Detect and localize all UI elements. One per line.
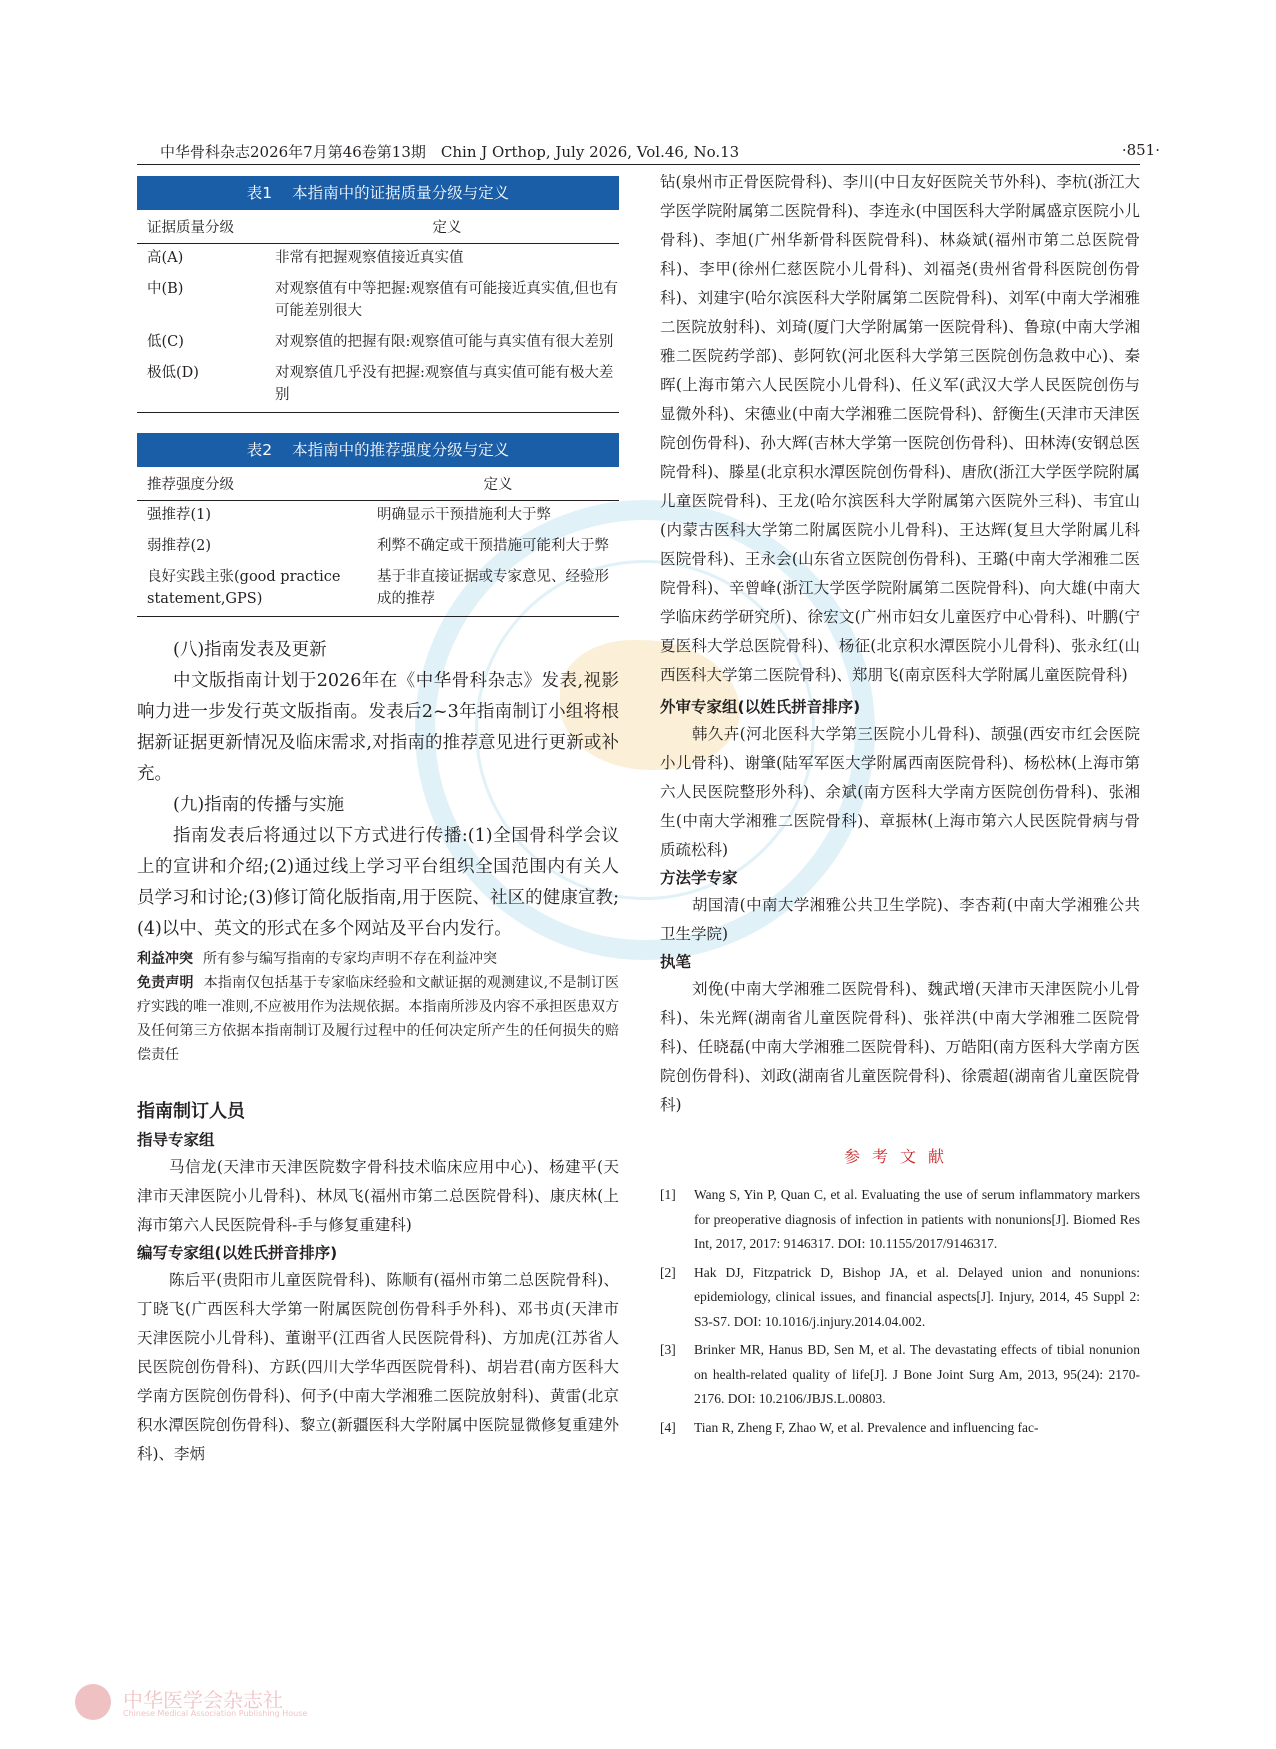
table-1-definition-cell: 对观察值有中等把握:观察值有可能接近真实值,但也有可能差别很大 — [275, 281, 618, 319]
table-2-grade-cell: 良好实践主张(good practice statement,GPS) — [147, 569, 341, 607]
coi-text: 所有参与编写指南的专家均声明不存在利益冲突 — [203, 951, 497, 967]
table-1-row — [137, 359, 619, 412]
reference-item — [660, 1416, 1140, 1441]
disclaimer — [137, 971, 619, 1067]
section-9-title: (九)指南的传播与实施 — [173, 795, 345, 815]
writing-group-heading: 编写专家组(以姓氏拼音排序) — [137, 1244, 338, 1262]
section-8-title: (八)指南发表及更新 — [173, 640, 327, 660]
section-9-body: 指南发表后将通过以下方式进行传播:(1)全国骨科学会议上的宣讲和介绍;(2)通过线上学习平台组织全国范围内有关人员学习和讨论;(3)修订简化版指南,用于医院、社区的健康宣教;(4)以中、英文的形式在多个网站及平台内发行。 — [137, 826, 619, 939]
disclaimer-text: 本指南仅包括基于专家临床经验和文献证据的观测建议,不是制订医疗实践的唯一准则,不应被用作为法规依据。本指南所涉及内容不承担医患双方及任何第三方依据本指南制订及履行过程中的任何决定所产生的任何损失的赔偿责任 — [137, 975, 620, 1063]
right-column — [660, 168, 1140, 1444]
coi-label: 利益冲突 — [137, 951, 193, 967]
table-2-title — [137, 433, 619, 467]
table-1-number: 表1 — [246, 184, 273, 202]
reference-number: [3] — [660, 1342, 676, 1357]
table-1-row — [137, 328, 619, 359]
table-1-row — [137, 275, 619, 328]
table-1-grade-cell: 低(C) — [147, 334, 184, 350]
external-review-heading: 外审专家组(以姓氏拼音排序) — [660, 698, 861, 716]
external-review-list: 韩久卉(河北医科大学第三医院小儿骨科)、颉强(西安市红会医院小儿骨科)、谢肇(陆军军医大学附属西南医院骨科)、杨松林(上海市第六人民医院整形外科)、余斌(南方医科大学南方医院创伤骨科)、张湘生(中南大学湘雅二医院骨科)、章振林(上海市第六人民医院骨病与骨质疏松科) — [660, 725, 1140, 859]
table-1 — [137, 176, 619, 413]
table-1-col-grade: 证据质量分级 — [147, 220, 234, 236]
table-2-body — [137, 501, 619, 617]
reference-item — [660, 1183, 1140, 1257]
left-column — [137, 176, 619, 1469]
table-2-header — [137, 467, 619, 501]
disclaimer-label: 免责声明 — [137, 975, 194, 991]
page-number: ·851· — [1121, 141, 1160, 159]
table-2-row — [137, 532, 619, 563]
reference-text: Tian R, Zheng F, Zhao W, et al. Prevalence and influencing fac- — [694, 1419, 1039, 1435]
table-1-row — [137, 244, 619, 275]
table-1-header — [137, 210, 619, 244]
table-2-definition-cell: 明确显示干预措施利大于弊 — [377, 507, 551, 523]
writing-group-list-continued: 钻(泉州市正骨医院骨科)、李川(中日友好医院关节外科)、李杭(浙江大学医学院附属第二医院骨科)、李连永(中国医科大学附属盛京医院小儿骨科)、李旭(广州华新骨科医院骨科)、林焱斌(福州市第二总医院骨科)、李甲(徐州仁慈医院小儿骨科)、刘福尧(贵州省骨科医院创伤骨科)、刘建宇(哈尔滨医科大学附属第二医院骨科)、刘军(中南大学湘雅二医院放射科)、刘琦(厦门大学附属第一医院骨科)、鲁琼(中南大学湘雅二医院药学部)、彭阿钦(河北医科大学第三医院创伤急救中心)、秦晖(上海市第六人民医院小儿骨科)、任义军(武汉大学人民医院创伤与显微外科)、宋德业(中南大学湘雅二医院骨科)、舒衡生(天津市天津医院创伤骨科)、孙大辉(吉林大学第一医院创伤骨科)、田林涛(安钢总医院骨科)、滕星(北京积水潭医院创伤骨科)、唐欣(浙江大学医学院附属儿童医院骨科)、王龙(哈尔滨医科大学附属第六医院外三科)、韦宜山(内蒙古医科大学第二附属医院小儿骨科)、王达辉(复旦大学附属儿科医院骨科)、王永会(山东省立医院创伤骨科)、王璐(中南大学湘雅二医院骨科)、辛曾峰(浙江大学医学院附属第二医院骨科)、向大雄(中南大学临床药学研究所)、徐宏文(广州市妇女儿童医疗中心骨科)、叶鹏(宁夏医科大学总医院骨科)、杨征(北京积水潭医院小儿骨科)、张永红(山西医科大学第二医院骨科)、郑朋飞(南京医科大学附属儿童医院骨科) — [660, 173, 1140, 684]
publisher-logo — [75, 1682, 495, 1722]
flower-logo-icon — [75, 1684, 111, 1720]
references-heading: 参考文献 — [843, 1147, 956, 1166]
publisher-name: 中华医学会杂志社 — [123, 1688, 283, 1712]
table-2-grade-cell: 强推荐(1) — [147, 507, 212, 523]
table-1-grade-cell: 高(A) — [147, 250, 184, 266]
reference-text: Brinker MR, Hanus BD, Sen M, et al. The devastating effects of tibial nonunion on health-related quality of life[J]. J Bone Joint Surg Am, 2013, 95(24): 2170-2176. DOI: 10.2106/JBJS.L.00803. — [694, 1342, 1140, 1406]
guide-group-list: 马信龙(天津市天津医院数字骨科技术临床应用中心)、杨建平(天津市天津医院小儿骨科)、林凤飞(福州市第二总医院骨科)、康庆林(上海市第六人民医院骨科-手与修复重建科) — [137, 1158, 619, 1234]
table-2-number: 表2 — [246, 441, 273, 459]
writers-heading: 执笔 — [660, 953, 692, 971]
writing-group-list: 陈后平(贵阳市儿童医院骨科)、陈顺有(福州市第二总医院骨科)、丁晓飞(广西医科大学第一附属医院创伤骨科手外科)、邓书贞(天津市天津医院小儿骨科)、董谢平(江西省人民医院骨科)、方加虎(江苏省人民医院创伤骨科)、方跃(四川大学华西医院骨科)、胡岩君(南方医科大学南方医院创伤骨科)、何予(中南大学湘雅二医院放射科)、黄雷(北京积水潭医院创伤骨科)、黎立(新疆医科大学附属中医院显微修复重建外科)、李炳 — [137, 1271, 619, 1463]
table-1-caption: 本指南中的证据质量分级与定义 — [292, 184, 510, 202]
table-1-title — [137, 176, 619, 210]
header-journal-info: 中华骨科杂志2026年7月第46卷第13期 Chin J Orthop, July 2026, Vol.46, No.13 — [160, 143, 740, 161]
publisher-name-en: Chinese Medical Association Publishing House — [123, 1709, 308, 1718]
references-list — [660, 1183, 1140, 1440]
reference-number: [4] — [660, 1419, 676, 1435]
table-1-grade-cell: 中(B) — [147, 281, 184, 297]
table-1-definition-cell: 对观察值的把握有限:观察值可能与真实值有很大差别 — [275, 334, 614, 350]
section-8-body: 中文版指南计划于2026年在《中华骨科杂志》发表,视影响力进一步发行英文版指南。发表后2~3年指南制订小组将根据新证据更新情况及临床需求,对指南的推荐意见进行更新或补充。 — [137, 671, 619, 784]
table-1-definition-cell: 非常有把握观察值接近真实值 — [275, 250, 464, 266]
header-rule — [137, 164, 1140, 165]
staff-heading: 指南制订人员 — [137, 1101, 245, 1122]
methodology-heading: 方法学专家 — [660, 869, 738, 887]
table-2-row — [137, 563, 619, 616]
table-2-caption: 本指南中的推荐强度分级与定义 — [292, 441, 510, 459]
conflict-of-interest — [137, 947, 619, 971]
table-1-definition-cell: 对观察值几乎没有把握:观察值与真实值可能有极大差别 — [275, 365, 614, 403]
table-2-row — [137, 501, 619, 532]
reference-text: Wang S, Yin P, Quan C, et al. Evaluating the use of serum inflammatory markers for preoperative diagnosis of infection in patients with nonunions[J]. Biomed Res Int, 2017, 2017: 9146317. DOI: 10.1155/2017/9146317. — [694, 1187, 1140, 1251]
reference-item — [660, 1338, 1140, 1412]
methodology-list: 胡国清(中南大学湘雅公共卫生学院)、李杏莉(中南大学湘雅公共卫生学院) — [660, 896, 1140, 943]
table-2-grade-cell: 弱推荐(2) — [147, 538, 212, 554]
table-2 — [137, 433, 619, 617]
guide-group-heading: 指导专家组 — [137, 1131, 215, 1149]
reference-number: [2] — [660, 1264, 676, 1280]
section-9 — [137, 790, 619, 945]
table-2-definition-cell: 利弊不确定或干预措施可能利大于弊 — [377, 538, 609, 554]
reference-item — [660, 1261, 1140, 1335]
table-2-col-definition: 定义 — [483, 477, 513, 493]
table-2-definition-cell: 基于非直接证据或专家意见、经验形成的推荐 — [377, 569, 609, 607]
reference-number: [1] — [660, 1187, 676, 1202]
writers-list: 刘俛(中南大学湘雅二医院骨科)、魏武增(天津市天津医院小儿骨科)、朱光辉(湖南省儿童医院骨科)、张祥洪(中南大学湘雅二医院骨科)、任晓磊(中南大学湘雅二医院骨科)、万皓阳(南方医科大学南方医院创伤骨科)、刘政(湖南省儿童医院骨科)、徐震超(湖南省儿童医院骨科) — [660, 980, 1140, 1114]
running-header — [160, 141, 1160, 162]
table-2-col-grade: 推荐强度分级 — [147, 477, 234, 493]
table-1-body — [137, 244, 619, 413]
table-1-grade-cell: 极低(D) — [147, 365, 199, 381]
section-8 — [137, 635, 619, 790]
reference-text: Hak DJ, Fitzpatrick D, Bishop JA, et al. Delayed union and nonunions: epidemiology, clinical issues, and financial aspects[J]. Injury, 2014, 45 Suppl 2: S3-S7. DOI: 10.1016/j.injury.2014.04.002. — [694, 1264, 1140, 1329]
table-1-col-definition: 定义 — [432, 220, 462, 236]
